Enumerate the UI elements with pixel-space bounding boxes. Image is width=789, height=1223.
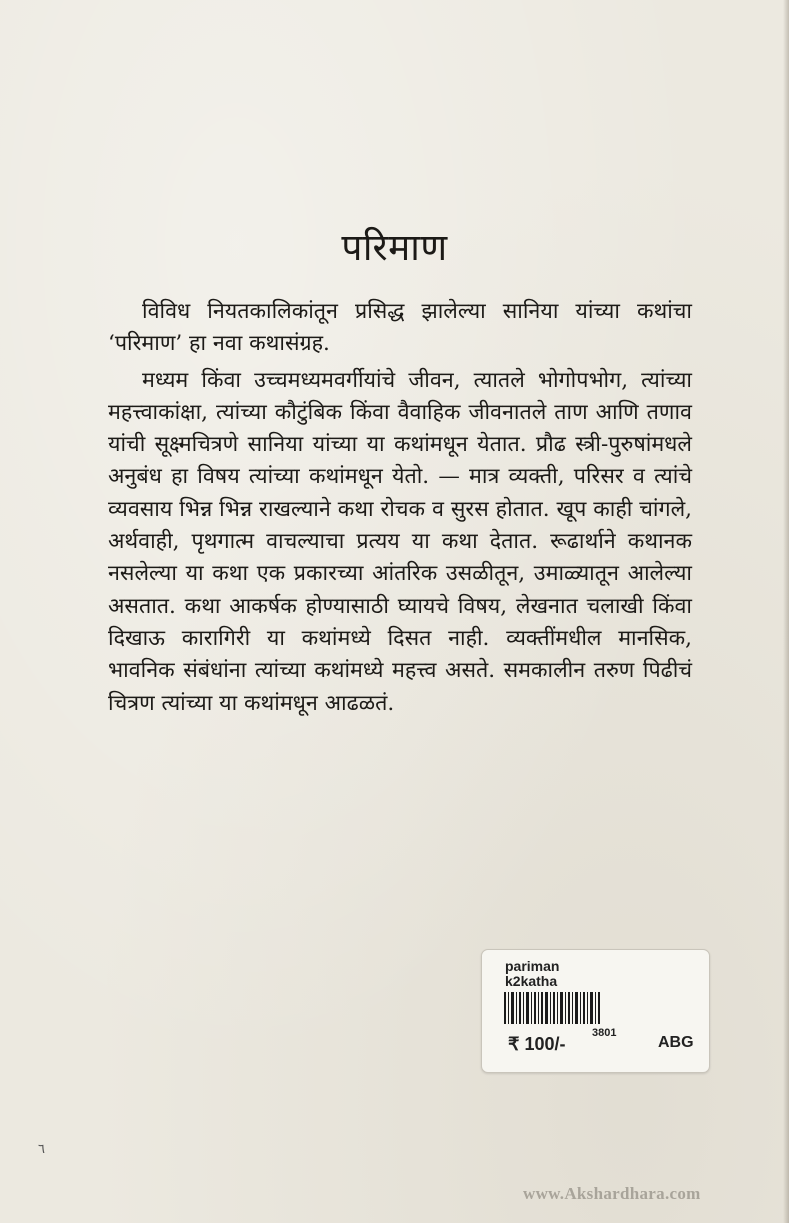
page-edge-shadow [783,0,789,1223]
book-title: परिमाण [341,226,448,269]
price-label: ₹ 100/- [508,1034,566,1054]
barcode-icon [504,992,600,1024]
sticker-title: pariman [505,958,560,974]
stock-code: 3801 [592,1027,617,1039]
sticker-category: k2katha [505,973,558,989]
website-watermark: www.Akshardhara.com [523,1184,701,1203]
book-description [108,296,692,720]
page-mark: ٦ [38,1142,45,1157]
description-paragraph-2: मध्यम किंवा उच्चमध्यमवर्गीयांचे जीवन, त्यातले भोगोपभोग, त्यांच्या महत्त्वाकांक्षा, त्यांच्या कौटुंबिक किंवा वैवाहिक जीवनातले ताण आणि तणाव यांची सूक्ष्मचित्रणे सानिया यांच्या या कथांमधून येतात. प्रौढ स्त्री-पुरुषांमधले अनुबंध हा विषय त्यांच्या कथांमधून येतो. — मात्र व्यक्ती, परिसर व त्यांचे व्यवसाय भिन्न भिन्न राखल्याने कथा रोचक व सुरस होतात. खूप काही चांगले, अर्थवाही, पृथगात्म वाचल्याचा प्रत्यय या कथा देतात. रूढार्थाने कथानक नसलेल्या या कथा एक प्रकारच्या आंतरिक उसळीतून, उमाळ्यातून आलेल्या असतात. कथा आकर्षक होण्यासाठी घ्यायचे विषय, लेखनात चलाखी किंवा दिखाऊ कारागिरी या कथांमध्ये दिसत नाही. व्यक्तींमधील मानसिक, भावनिक संबंधांना त्यांच्या कथांमध्ये महत्त्व असते. समकालीन तरुण पिढीचं चित्रण त्यांच्या या कथांमधून आढळतं. [108,367,692,716]
description-paragraph-1: विविध नियतकालिकांतून प्रसिद्ध झालेल्या सानिया यांच्या कथांचा ‘परिमाण’ हा नवा कथासंग्रह. [108,299,692,357]
vendor-code: ABG [658,1034,694,1051]
price-sticker [481,949,710,1073]
